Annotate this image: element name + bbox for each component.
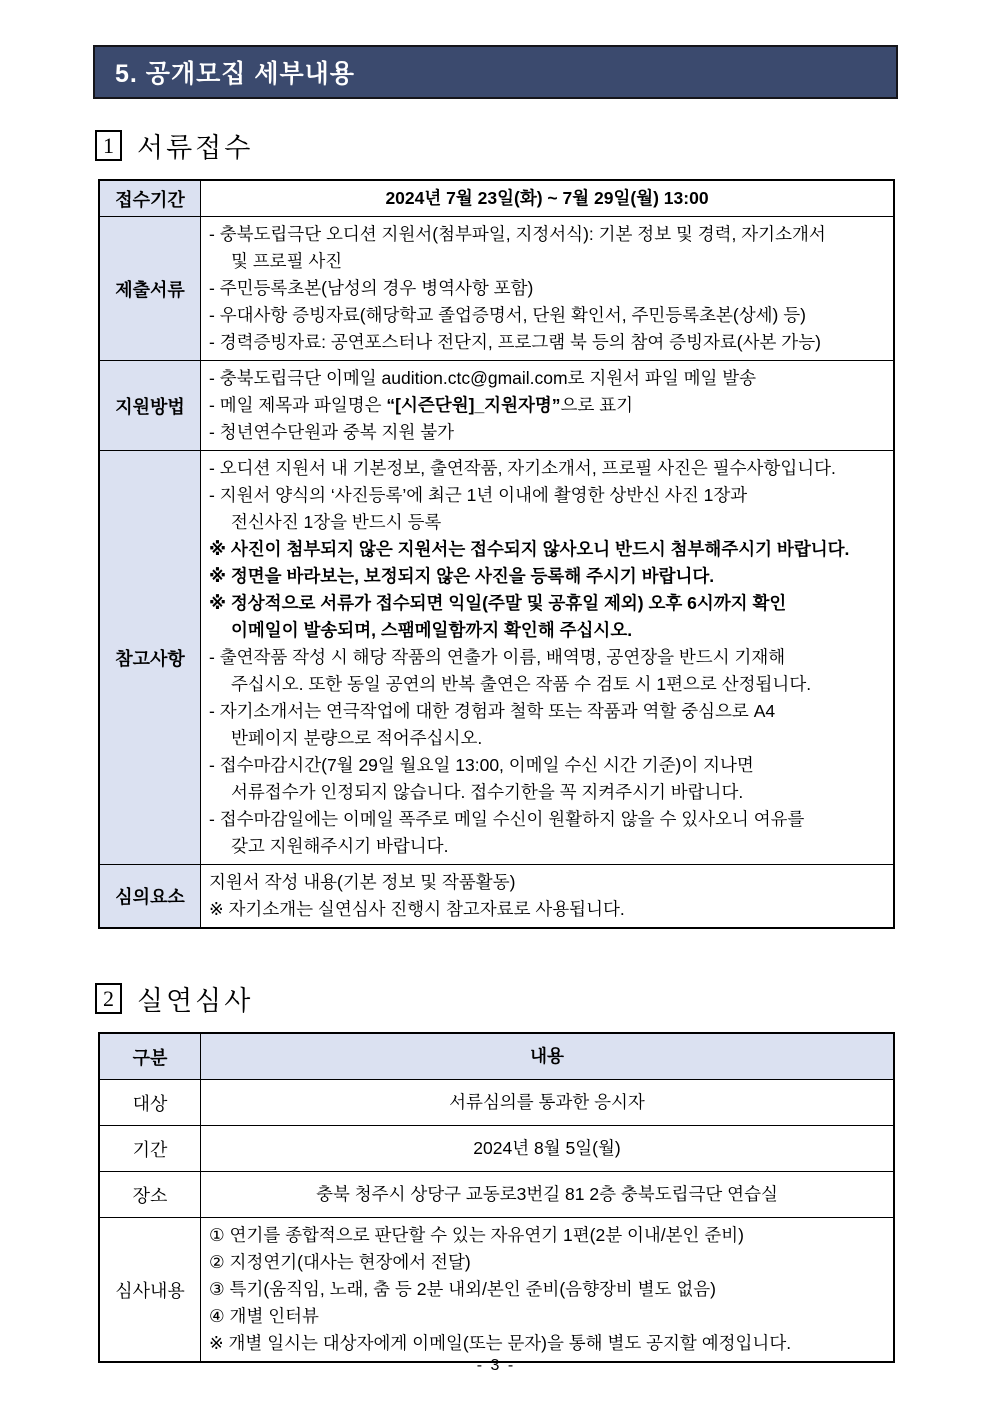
row-content <box>201 1218 895 1363</box>
text-line: 반페이지 분량으로 적어주십시오. <box>231 728 483 748</box>
table-row <box>99 865 894 929</box>
text-line: ③ 특기(움직임, 노래, 춤 등 2분 내외/본인 준비(음향장비 별도 없음) <box>209 1279 716 1299</box>
row-label: 접수기간 <box>99 180 201 217</box>
text-line: - 오디션 지원서 내 기본정보, 출연작품, 자기소개서, 프로필 사진은 필수사항입니다. <box>209 458 836 478</box>
text-line: 서류접수가 인정되지 않습니다. 접수기한을 꼭 지켜주시기 바랍니다. <box>231 782 744 802</box>
row-content <box>201 217 895 361</box>
text-line: 2024년 7월 23일(화) ~ 7월 29일(월) 13:00 <box>385 188 709 208</box>
text-line: 서류심의를 통과한 응시자 <box>449 1092 645 1112</box>
table-row <box>99 1218 894 1363</box>
text-line: - 충북도립극단 이메일 audition.ctc@gmail.com로 지원서 파일 메일 발송 <box>209 368 757 388</box>
row-label: 장소 <box>99 1172 201 1218</box>
text-line: - 자기소개서는 연극작업에 대한 경험과 철학 또는 작품과 역할 중심으로 A4 <box>209 701 776 721</box>
document-submission-table <box>98 179 895 929</box>
row-label: 심사내용 <box>99 1218 201 1363</box>
row-content <box>201 1172 895 1218</box>
text-line: - 접수마감일에는 이메일 폭주로 메일 수신이 원활하지 않을 수 있사오니 여유를 <box>209 809 805 829</box>
page-title: 5. 공개모집 세부내용 <box>115 60 355 88</box>
row-content <box>201 1033 895 1080</box>
section-2-title: 실연심사 <box>137 986 254 1016</box>
text-line: - 출연작품 작성 시 해당 작품의 연출가 이름, 배역명, 공연장을 반드시 기재해 <box>209 647 786 667</box>
text-line: - 우대사항 증빙자료(해당학교 졸업증명서, 단원 확인서, 주민등록초본(상세) 등) <box>209 305 806 325</box>
table-row <box>99 1033 894 1080</box>
text-line: - 접수마감시간(7월 29일 월요일 13:00, 이메일 수신 시간 기준)이 지나면 <box>209 755 754 775</box>
text-line: 주십시오. 또한 동일 공연의 반복 출연은 작품 수 검토 시 1편으로 산정됩니다. <box>231 674 812 694</box>
row-label: 심의요소 <box>99 865 201 929</box>
text-line: ※ 자기소개는 실연심사 진행시 참고자료로 사용됩니다. <box>209 899 625 919</box>
table-row <box>99 1172 894 1218</box>
row-label: 대상 <box>99 1080 201 1126</box>
text-line: - 청년연수단원과 중복 지원 불가 <box>209 422 455 442</box>
row-label: 제출서류 <box>99 217 201 361</box>
table-row <box>99 1126 894 1172</box>
text-line: - 메일 제목과 파일명은 “[시즌단원]_지원자명”으로 표기 <box>209 395 634 415</box>
text-line: 지원서 작성 내용(기본 정보 및 작품활동) <box>209 872 516 892</box>
table-row <box>99 451 894 865</box>
text-line: 전신사진 1장을 반드시 등록 <box>231 512 442 532</box>
text-line: 내용 <box>530 1046 564 1066</box>
table-row <box>99 217 894 361</box>
row-content <box>201 180 895 217</box>
text-line: ※ 정상적으로 서류가 접수되면 익일(주말 및 공휴일 제외) 오후 6시까지 확인 <box>209 593 787 613</box>
section-2-number-box: 2 <box>95 983 122 1014</box>
table-row <box>99 361 894 451</box>
table-row <box>99 1080 894 1126</box>
text-line: ④ 개별 인터뷰 <box>209 1306 319 1326</box>
row-label: 구분 <box>99 1033 201 1080</box>
text-line: - 지원서 양식의 ‘사진등록’에 최근 1년 이내에 촬영한 상반신 사진 1장과 <box>209 485 748 505</box>
page-number: - 3 - <box>476 1357 516 1374</box>
text-line: 및 프로필 사진 <box>231 251 343 271</box>
text-line: 2024년 8월 5일(월) <box>473 1138 621 1158</box>
section-title-bar <box>93 45 898 99</box>
section-2-heading <box>95 979 898 1018</box>
row-label: 지원방법 <box>99 361 201 451</box>
row-label: 참고사항 <box>99 451 201 865</box>
text-line: - 충북도립극단 오디션 지원서(첨부파일, 지정서식): 기본 정보 및 경력, 자기소개서 <box>209 224 826 244</box>
text-line: - 경력증빙자료: 공연포스터나 전단지, 프로그램 북 등의 참여 증빙자료(사본 가능) <box>209 332 821 352</box>
row-content <box>201 1126 895 1172</box>
text-line: 이메일이 발송되며, 스팸메일함까지 확인해 주십시오. <box>231 620 633 640</box>
text-line: - 주민등록초본(남성의 경우 병역사항 포함) <box>209 278 534 298</box>
text-line: 충북 청주시 상당구 교동로3번길 81 2층 충북도립극단 연습실 <box>316 1184 778 1204</box>
text-line: ※ 정면을 바라보는, 보정되지 않은 사진을 등록해 주시기 바랍니다. <box>209 566 715 586</box>
text-line: 갖고 지원해주시기 바랍니다. <box>231 836 449 856</box>
row-content <box>201 361 895 451</box>
text-line: ② 지정연기(대사는 현장에서 전달) <box>209 1252 471 1272</box>
row-content <box>201 865 895 929</box>
row-content <box>201 1080 895 1126</box>
row-content <box>201 451 895 865</box>
table-row <box>99 180 894 217</box>
row-label: 기간 <box>99 1126 201 1172</box>
text-line: ※ 사진이 첨부되지 않은 지원서는 접수되지 않사오니 반드시 첨부해주시기 바랍니다. <box>209 539 850 559</box>
performance-evaluation-table <box>98 1032 895 1363</box>
section-1-heading <box>95 126 898 165</box>
text-line: ※ 개별 일시는 대상자에게 이메일(또는 문자)을 통해 별도 공지할 예정입니다. <box>209 1333 792 1353</box>
text-line: ① 연기를 종합적으로 판단할 수 있는 자유연기 1편(2분 이내/본인 준비) <box>209 1225 744 1245</box>
section-1-number-box: 1 <box>95 130 122 161</box>
section-1-title: 서류접수 <box>137 133 254 163</box>
